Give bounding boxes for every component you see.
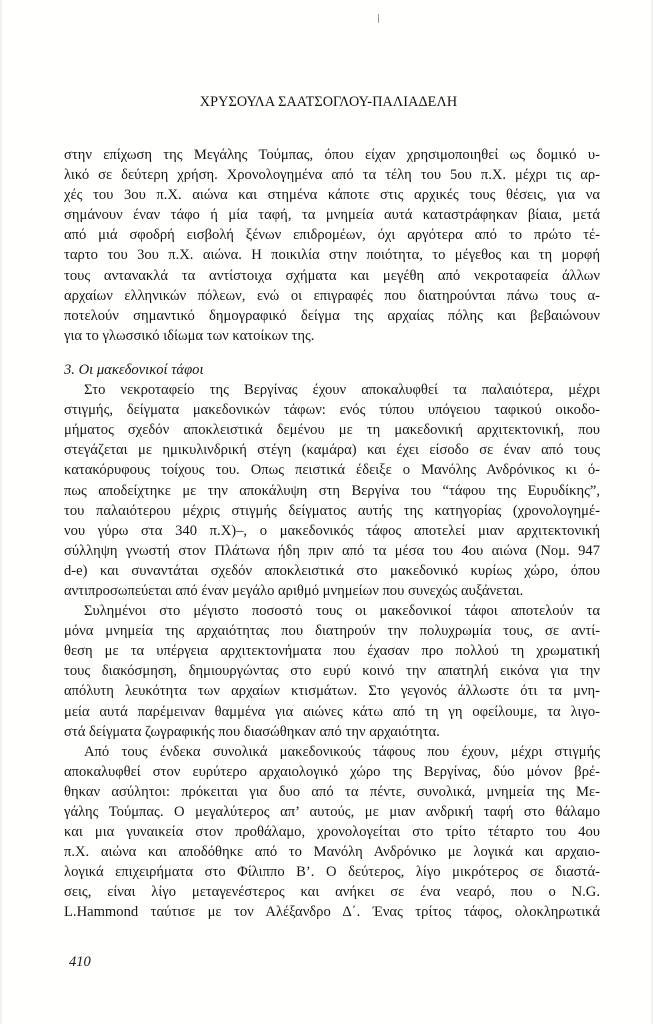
text-line: L.Hammond ταύτισε με τον Αλέξανδρο Δ΄. Ένας τρίτος τάφος, ολοκληρωτικά <box>64 904 600 921</box>
text-line: ποτελούν σημαντικό δημογραφικό δείγμα της αρχαίας πόλης και βεβαιώνουν <box>64 307 600 324</box>
text-line: και μια γυναικεία στον προθάλαμο, χρονολογείται στο τρίτο τέταρτο του 4ου <box>64 824 600 841</box>
text-line: θηκαν ασύλητοι: πρόκειται για δυο από τα πέντε, συνολικά, μνημεία της Με- <box>64 783 600 800</box>
text-line: θεση με τα υπέργεια αρχιτεκτονήματα που έχασαν προ πολλού τη χρωματική <box>64 643 600 660</box>
section-heading: 3. Οι μακεδονικοί τάφοι <box>64 361 204 378</box>
text-line: γάλης Τούμπας. Ο μεγαλύτερος απ’ αυτούς, με μιαν ανδρική ταφή στο θάλαμο <box>64 804 600 820</box>
text-line: σεις, είναι λίγο μεταγενέστερος και ανήκει σε ένα νεαρό, που ο N.G. <box>64 884 600 901</box>
text-line: μεία αυτά παρέμειναν θαμμένα για αιώνες κάτω από τη γη οφείλουμε, τα λιγο- <box>64 703 600 720</box>
text-line: Στο νεκροταφείο της Βεργίνας έχουν αποκαλυφθεί τα παλαιότερα, μέχρι <box>84 382 600 399</box>
text-line: τους διακόσμηση, δημιουργώντας στο ευρύ κοινό την απατηλή εικόνα για την <box>64 663 600 680</box>
text-line: κατακόρυφους τοίχους του. Οπως πειστικά έδειξε ο Μανόλης Ανδρόνικος κι ό- <box>64 462 600 479</box>
text-line: ταρτο του 3ου π.Χ. αιώνα. Η ποικιλία στην ποιότητα, το μέγεθος και τη μορφή <box>64 247 600 264</box>
text-line: αντιπροσωπεύεται από έναν μεγάλο αριθμό μνημείων που συνεχώς αυξάνεται. <box>64 582 524 599</box>
body-text <box>64 145 600 923</box>
text-line: σύλληψη γνωστή στον Πλάτωνα ήδη πριν από τα μέσα του 4ου αιώνα (Νομ. 947 <box>64 542 600 559</box>
text-line: πως αποδείχτηκε με την αποκάλυψη στη Βεργίνα του “τάφου της Ευρυδίκης”, <box>64 482 600 499</box>
text-line: νου γύρω στα 340 π.Χ)–, ο μακεδονικός τάφος αποτελεί μιαν αρχιτεκτονική <box>64 522 600 539</box>
text-line: Από τους ένδεκα συνολικά μακεδονικούς τάφους που έχουν, μέχρι στιγμής <box>84 743 600 760</box>
scan-artifact-mark <box>378 14 379 23</box>
running-head-author: ΧΡΥΣΟΥΛΑ ΣΑΑΤΣΟΓΛΟΥ-ΠΑΛΙΑΔΕΛΗ <box>199 94 458 110</box>
text-line: λικό σε δεύτερη χρήση. Χρονολογημένα από τα τέλη του 5ου π.Χ. μέχρι τις αρ- <box>64 167 600 184</box>
paragraph-continuation <box>64 145 600 346</box>
text-line: αρχαίων ελληνικών πόλεων, ενώ οι επιγραφές που διατηρούνται πάνω τους α- <box>64 287 600 304</box>
text-line: Συλημένοι στο μέγιστο ποσοστό τους οι μακεδονικοί τάφοι αποτελούν τα <box>84 603 600 620</box>
paragraph <box>64 742 600 923</box>
text-line: στην επίχωση της Μεγάλης Τούμπας, όπου είχαν χρησιμοποιηθεί ως δομικό υ- <box>64 147 600 163</box>
text-line: αποκαλυφθεί στον ευρύτερο αρχαιολογικό χώρο της Βεργίνας, δύο μόνον βρέ- <box>64 763 600 780</box>
text-line: στεγάζεται με ημικυλινδρική στέγη (καμάρα) και έχει είσοδο σε έναν από τους <box>64 442 600 459</box>
text-line: στιγμής, δείγματα μακεδονικών τάφων: ενός τύπου υπόγειου ταφικού οικοδο- <box>64 402 600 419</box>
text-line: του παλαιότερου μέχρις στιγμής δείγματος αυτής της κατηγορίας (χρονολογημέ- <box>64 502 600 519</box>
text-line: στά δείγματα ζωγραφικής που διασώθηκαν από την αρχαιότητα. <box>64 723 440 740</box>
text-line: σημάνουν έναν τάφο ή μία ταφή, τα μνημεία αυτά καταστράφηκαν βίαια, μετά <box>64 207 600 224</box>
text-line: λογικά επιχειρήματα στο Φίλιππο Β’. Ο δεύτερος, λίγο μικρότερος σε διαστά- <box>64 864 600 881</box>
paragraph <box>64 380 600 601</box>
text-line: π.Χ. αιώνα και αποδόθηκε από το Μανόλη Ανδρόνικο με λογικά και αρχαιο- <box>64 844 600 861</box>
page-number: 410 <box>69 954 91 970</box>
text-line: μόνα μνημεία της αρχαιότητας που διατηρούν την πολυχρωμία τους, σε αντί- <box>64 623 600 640</box>
text-line: απόλυτη λευκότητα των αρχαίων κτισμάτων. Στο γεγονός άλλωστε ότι τα μνη- <box>64 683 600 700</box>
text-line: d-e) και συναντάται σχεδόν αποκλειστικά στο μακεδονικό κυρίως χώρο, όπου <box>64 562 600 579</box>
text-line: από μιά σφοδρή εισβολή ξένων επιδρομέων, όχι αργότερα από το πρώτο τέ- <box>64 227 600 244</box>
text-line: για το γλωσσικό ιδίωμα των κατοίκων της. <box>64 327 315 344</box>
text-line: μήματος σχεδόν αποκλειστικά δεμένου με τη μακεδονική αρχιτεκτονική, που <box>64 422 600 439</box>
paragraph <box>64 601 600 742</box>
text-line: χές του 3ου π.Χ. αιώνα και στημένα κάποτε στις αρχικές τους θέσεις, για να <box>64 187 600 204</box>
text-line: τους αντανακλά τα αντίστοιχα σχήματα και μεγέθη από νεκροταφεία άλλων <box>64 267 600 284</box>
